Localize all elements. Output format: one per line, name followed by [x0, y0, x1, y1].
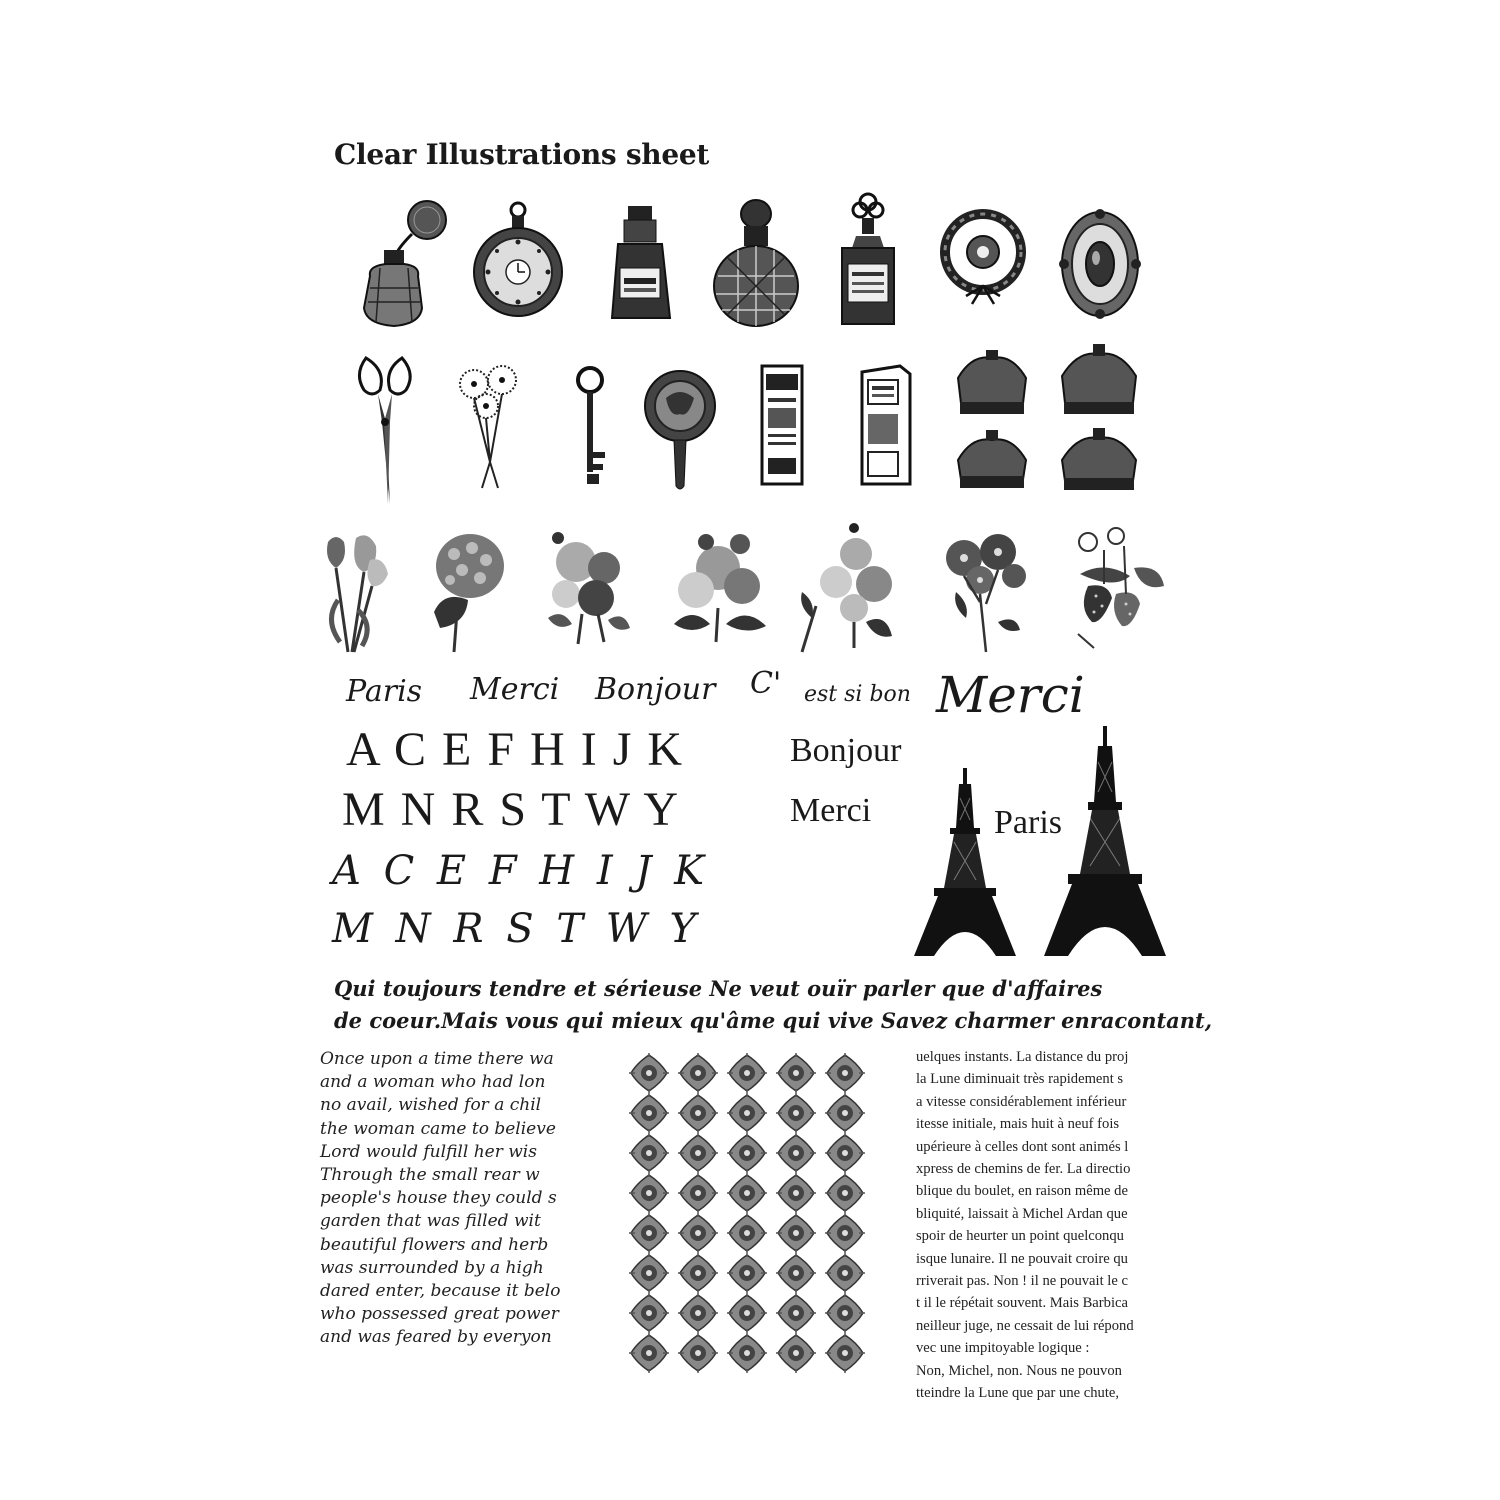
damask-motif-icon — [673, 1053, 722, 1093]
script-word-paris: Paris — [346, 674, 423, 709]
script-word-c: C' — [750, 666, 782, 701]
damask-motif-icon — [673, 1253, 722, 1293]
word-merci: Merci — [790, 792, 872, 829]
damask-motif-icon — [673, 1293, 722, 1333]
damask-motif-icon — [673, 1213, 722, 1253]
damask-motif-icon — [624, 1253, 673, 1293]
square-perfume-bottle-icon — [836, 192, 900, 328]
news-line: t il le répétait souvent. Mais Barbica — [916, 1295, 1128, 1312]
story-line: Once upon a time there wa — [320, 1049, 554, 1069]
damask-motif-icon — [624, 1293, 673, 1333]
rose-bouquet-icon — [538, 528, 634, 646]
damask-motif-icon — [673, 1173, 722, 1213]
damask-motif-icon — [624, 1133, 673, 1173]
news-line: uelques instants. La distance du proj — [916, 1049, 1129, 1065]
story-line: Through the small rear w — [320, 1165, 540, 1186]
news-line: Non, Michel, non. Nous ne pouvon — [916, 1362, 1122, 1379]
news-line: isque lunaire. Il ne pouvait croire qu — [916, 1250, 1128, 1267]
news-line: rriverait pas. Non ! il ne pouvait le c — [916, 1273, 1128, 1290]
script-alphabet-line-1: A C E F H I J K — [332, 848, 705, 894]
ink-bottle-icon — [608, 204, 674, 322]
damask-motif-icon — [673, 1093, 722, 1133]
story-line: and a woman who had lon — [320, 1072, 546, 1093]
damask-motif-icon — [673, 1133, 722, 1173]
sheet-title: Clear Illustrations sheet — [334, 138, 709, 171]
damask-motif-icon — [772, 1213, 821, 1253]
news-line: a vitesse considérablement inférieur — [916, 1093, 1127, 1110]
damask-motif-icon — [722, 1133, 771, 1173]
script-alphabet-line-2: M N R S T W Y — [332, 906, 696, 952]
round-perfume-bottle-icon — [708, 198, 804, 328]
ornate-brooch-icon — [1056, 204, 1144, 322]
news-line: itesse initiale, mais huit à neuf fois — [916, 1116, 1120, 1133]
damask-motif-icon — [821, 1293, 870, 1333]
damask-motif-icon — [821, 1253, 870, 1293]
script-word-big-merci: Merci — [936, 666, 1085, 724]
word-bonjour: Bonjour — [790, 732, 902, 769]
damask-motif-icon — [722, 1093, 771, 1133]
news-line: blique du boulet, en raison même de — [916, 1183, 1128, 1200]
news-line: bliquité, laissait à Michel Ardan que — [916, 1205, 1128, 1222]
perfume-atomizer-icon — [356, 198, 448, 330]
damask-motif-icon — [772, 1173, 821, 1213]
crowns-icon — [952, 350, 1032, 492]
damask-motif-icon — [821, 1333, 870, 1373]
damask-motif-icon — [722, 1333, 771, 1373]
damask-motif-icon — [772, 1053, 821, 1093]
poem-line-2: de coeur.Mais vous qui mieux qu'âme qui vive Savez charmer enracontant, — [334, 1008, 1213, 1033]
story-line: who possessed great power — [320, 1304, 559, 1325]
damask-motif-icon — [772, 1293, 821, 1333]
news-line: spoir de heurter un point quelconqu — [916, 1228, 1124, 1245]
damask-motif-icon — [673, 1333, 722, 1373]
story-line: no avail, wished for a chil — [320, 1095, 542, 1116]
news-line: vec une impitoyable logique : — [916, 1340, 1090, 1357]
damask-motif-icon — [772, 1253, 821, 1293]
damask-motif-icon — [821, 1093, 870, 1133]
news-text-block — [916, 1046, 1176, 1402]
damask-motif-icon — [772, 1093, 821, 1133]
pocket-watch-icon — [472, 200, 564, 322]
story-line: and was feared by everyon — [320, 1327, 552, 1348]
story-line: people's house they could s — [320, 1188, 557, 1209]
strawberries-icon — [1064, 524, 1170, 650]
damask-motif-icon — [821, 1133, 870, 1173]
damask-motif-icon — [722, 1213, 771, 1253]
key-icon — [570, 364, 610, 488]
damask-motif-icon — [624, 1333, 673, 1373]
news-line: la Lune diminuait très rapidement s — [916, 1071, 1124, 1088]
damask-motif-icon — [722, 1173, 771, 1213]
story-line: Lord would fulfill her wis — [320, 1141, 537, 1162]
eiffel-tower-icon — [1042, 726, 1168, 958]
damask-motif-icon — [772, 1133, 821, 1173]
news-line: xpress de chemins de fer. La directio — [916, 1161, 1131, 1178]
rose-branch-icon — [796, 522, 912, 654]
story-text-block — [320, 1048, 568, 1362]
damask-pattern — [624, 1053, 870, 1359]
news-line: neilleur juge, ne cessait de lui répond — [916, 1317, 1134, 1334]
hand-mirror-icon — [640, 368, 720, 492]
damask-motif-icon — [722, 1053, 771, 1093]
dandelion-bouquet-icon — [456, 362, 522, 490]
damask-motif-icon — [624, 1213, 673, 1253]
word-paris: Paris — [994, 804, 1062, 841]
label-box-icon — [858, 362, 914, 488]
tall-box-icon — [758, 362, 806, 488]
news-line: upérieure à celles dont sont animés l — [916, 1138, 1129, 1155]
script-word-bonjour: Bonjour — [595, 672, 716, 707]
crowns-icon — [1056, 344, 1142, 494]
poem-line-1: Qui toujours tendre et sérieuse Ne veut ouïr parler que d'affaires — [334, 976, 1103, 1001]
damask-motif-icon — [821, 1213, 870, 1253]
damask-motif-icon — [821, 1053, 870, 1093]
scissors-icon — [352, 350, 418, 506]
damask-motif-icon — [821, 1173, 870, 1213]
story-line: garden that was filled wit — [320, 1211, 541, 1232]
damask-motif-icon — [624, 1093, 673, 1133]
violets-icon — [936, 522, 1032, 654]
peony-bouquet-icon — [666, 524, 772, 644]
tulips-icon — [322, 530, 390, 654]
script-word-merci: Merci — [470, 672, 560, 707]
script-word-est-si-bon: est si bon — [804, 682, 911, 707]
news-line: tteindre la Lune que par une chute, — [916, 1385, 1120, 1402]
story-line: the woman came to believe — [320, 1118, 556, 1139]
roman-alphabet-line-1: A C E F H I J K — [346, 723, 685, 776]
damask-motif-icon — [722, 1293, 771, 1333]
damask-motif-icon — [722, 1253, 771, 1293]
damask-motif-icon — [624, 1053, 673, 1093]
roman-alphabet-line-2: M N R S T W Y — [342, 783, 681, 836]
story-line: dared enter, because it belo — [320, 1281, 561, 1302]
damask-motif-icon — [624, 1173, 673, 1213]
story-line: beautiful flowers and herb — [320, 1234, 549, 1255]
hydrangea-icon — [424, 528, 508, 654]
eiffel-tower-icon — [912, 768, 1018, 958]
story-line: was surrounded by a high — [320, 1257, 544, 1278]
damask-motif-icon — [772, 1333, 821, 1373]
floral-wreath-icon — [936, 204, 1030, 306]
